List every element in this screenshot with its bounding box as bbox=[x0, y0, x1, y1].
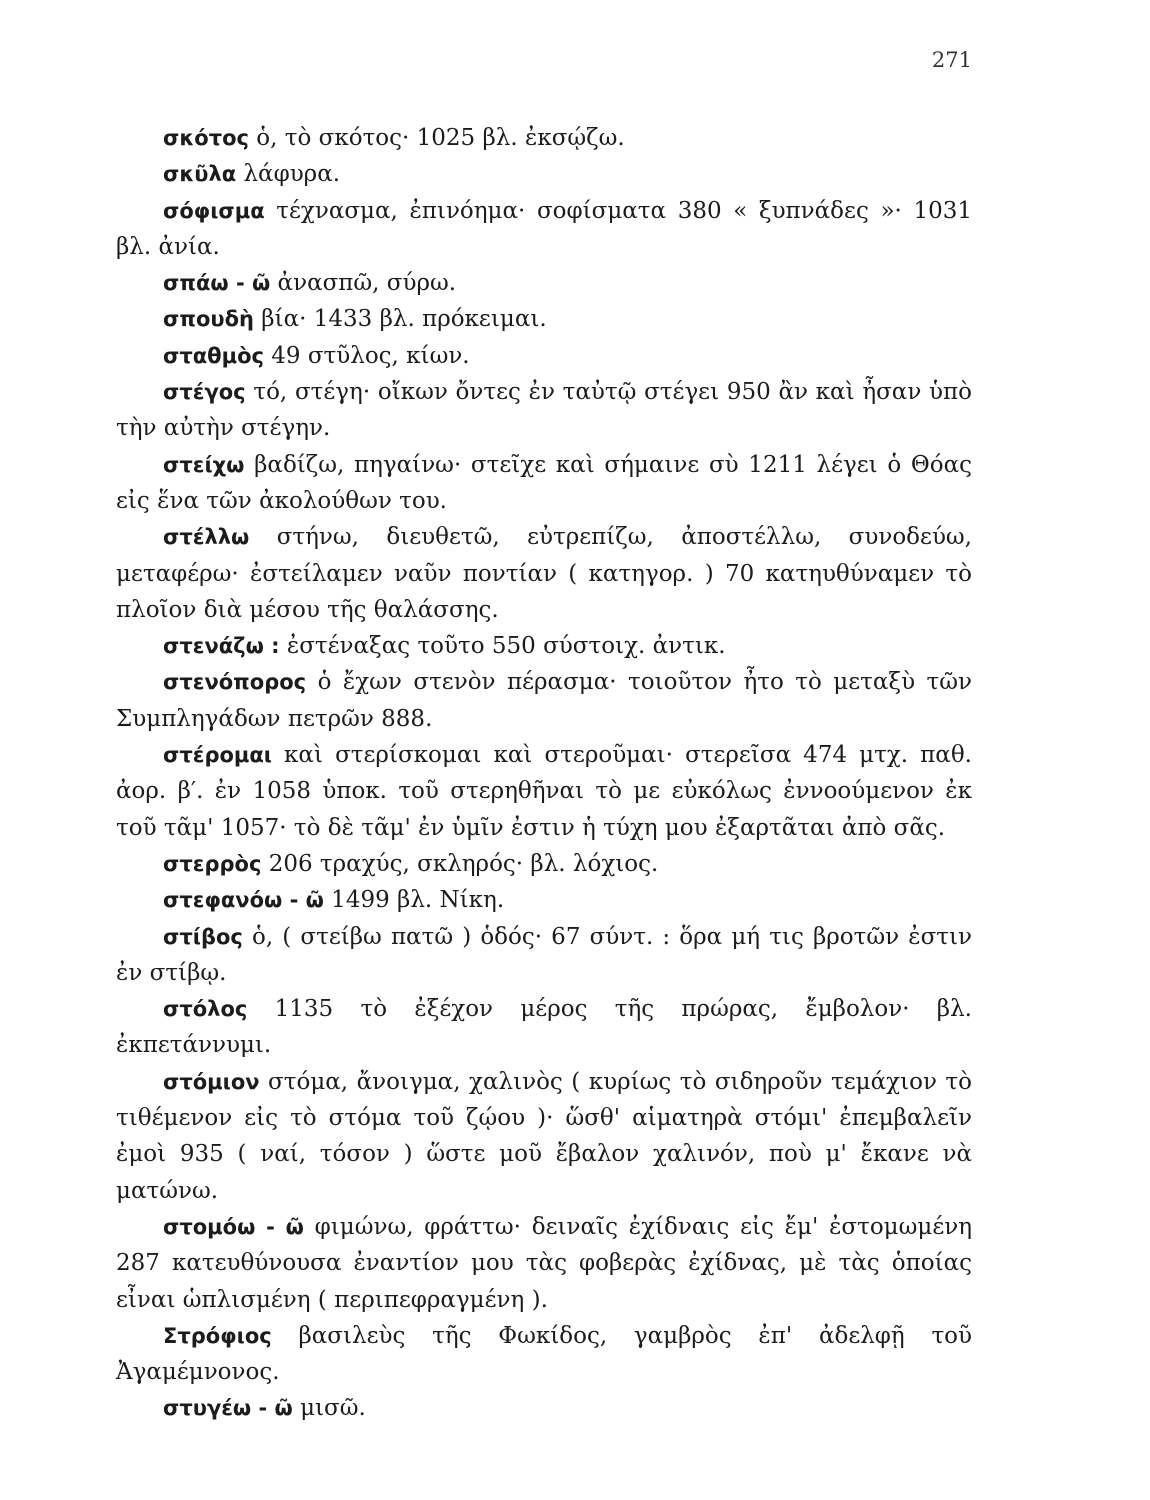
dictionary-entry bbox=[116, 338, 972, 374]
entry-headword: σπάω - ῶ bbox=[163, 271, 271, 296]
dictionary-entry bbox=[116, 120, 972, 156]
entry-headword: στείχω bbox=[163, 452, 245, 477]
entry-headword: στερρὸς bbox=[163, 851, 262, 876]
page-number: 271 bbox=[931, 48, 972, 72]
entry-headword: στέρομαι bbox=[163, 743, 272, 768]
dictionary-entry bbox=[116, 1318, 972, 1391]
entry-text: ἀνασπῶ, σύρω. bbox=[270, 270, 457, 297]
entry-text: 1499 βλ. Νίκη. bbox=[323, 887, 505, 914]
entry-text: 206 τραχύς, σκληρός· βλ. λόχιος. bbox=[261, 850, 659, 877]
entry-headword: σόφισμα bbox=[163, 198, 265, 223]
dictionary-entry bbox=[116, 447, 972, 520]
entry-text: ἐστέναξας τοῦτο 550 σύστοιχ. ἀντικ. bbox=[279, 633, 726, 660]
entry-text: στόμα, ἄνοιγμα, χαλινὸς ( κυρίως τὸ σιδηροῦν τεμάχιον τὸ τιθέμενον εἰς τὸ στόμα τοῦ ζῴου )· ὥσθ' αἱματηρὰ στόμι' ἐπεμβαλεῖν ἐμοὶ 935 ( ναί, τόσον ) ὥστε μοῦ ἔβαλον χαλινόν, ποὺ μ' ἔκανε νὰ ματώνω. bbox=[116, 1068, 972, 1204]
dictionary-entry bbox=[116, 846, 972, 882]
entry-text: τό, στέγη· οἴκων ὄντες ἐν ταὐτῷ στέγει 950 ἂν καὶ ἦσαν ὑπὸ τὴν αὐτὴν στέγην. bbox=[116, 379, 972, 442]
entry-headword: στόμιον bbox=[163, 1069, 260, 1094]
dictionary-entry bbox=[116, 919, 972, 992]
entry-text: τέχνασμα, ἐπινόημα· σοφίσματα 380 « ξυπνάδες »· 1031 βλ. ἀνία. bbox=[116, 197, 972, 260]
entry-text: βαδίζω, πηγαίνω· στεῖχε καὶ σήμαινε σὺ 1211 λέγει ὁ Θόας εἰς ἕνα τῶν ἀκολούθων του. bbox=[116, 451, 972, 514]
dictionary-entry bbox=[116, 301, 972, 337]
entry-text: βασιλεὺς τῆς Φωκίδος, γαμβρὸς ἐπ' ἀδελφῇ τοῦ Ἀγαμέμνονος. bbox=[116, 1322, 972, 1386]
entry-text: 49 στῦλος, κίων. bbox=[263, 342, 470, 369]
entry-text: ὁ, τὸ σκότος· 1025 βλ. ἐκσῴζω. bbox=[248, 125, 625, 151]
dictionary-entry bbox=[116, 156, 972, 192]
entry-text: καὶ στερίσκομαι καὶ στεροῦμαι· στερεῖσα 474 μτχ. παθ. ἀορ. β′. ἐν 1058 ὑποκ. τοῦ στερηθῆναι τὸ με εὐκόλως ἐννοούμενον ἐκ τοῦ τᾶμ' 1057· τὸ δὲ τᾶμ' ἐν ὑμῖν ἐστιν ἡ τύχη μου ἐξαρτᾶται ἀπὸ σᾶς. bbox=[116, 742, 972, 841]
entry-headword: σπουδὴ bbox=[163, 307, 254, 332]
entry-text: ὁ, ( στείβω πατῶ ) ὁδός· 67 σύντ. : ὅρα μή τις βροτῶν ἐστιν ἐν στίβῳ. bbox=[116, 923, 972, 986]
entry-headword: στενάζω : bbox=[163, 634, 280, 659]
dictionary-entry bbox=[116, 664, 972, 737]
entry-headword: Στρόφιος bbox=[163, 1323, 272, 1348]
entry-text: ὁ ἔχων στενὸν πέρασμα· τοιοῦτον ἦτο τὸ μεταξὺ τῶν Συμπληγάδων πετρῶν 888. bbox=[116, 669, 972, 732]
dictionary-entry bbox=[116, 1064, 972, 1209]
dictionary-entry bbox=[116, 193, 972, 266]
entry-headword: σταθμὸς bbox=[163, 343, 264, 368]
dictionary-entry bbox=[116, 737, 972, 846]
entry-text: μισῶ. bbox=[292, 1395, 366, 1422]
entry-headword: στέγος bbox=[163, 380, 246, 405]
dictionary-entry bbox=[116, 882, 972, 918]
entry-headword: στομόω - ῶ bbox=[163, 1214, 304, 1239]
entry-headword: στέλλω bbox=[163, 525, 250, 550]
entry-text: στήνω, διευθετῶ, εὐτρεπίζω, ἀποστέλλω, συνοδεύω, μεταφέρω· ἐστείλαμεν ναῦν ποντίαν ( κατηγορ. ) 70 κατηυθύναμεν τὸ πλοῖον διὰ μέσου τῆς θαλάσσης. bbox=[116, 524, 972, 623]
dictionary-entries bbox=[116, 120, 972, 1427]
entry-text: 1135 τὸ ἐξέχον μέρος τῆς πρώρας, ἔμβολον· βλ. ἐκπετάννυμι. bbox=[116, 996, 972, 1059]
entry-headword: στόλος bbox=[163, 997, 248, 1022]
dictionary-entry bbox=[116, 519, 972, 628]
entry-headword: σκότος bbox=[163, 126, 249, 150]
entry-headword: στενόπορος bbox=[163, 670, 307, 695]
entry-text: λάφυρα. bbox=[236, 161, 341, 188]
entry-text: βία· 1433 βλ. πρόκειμαι. bbox=[253, 306, 547, 333]
entry-headword: σκῦλα bbox=[163, 162, 237, 187]
entry-headword: στεφανόω - ῶ bbox=[163, 888, 324, 913]
dictionary-entry bbox=[116, 628, 972, 664]
entry-headword: στυγέω - ῶ bbox=[163, 1396, 293, 1421]
entry-headword: στίβος bbox=[163, 924, 243, 949]
dictionary-entry bbox=[116, 265, 972, 301]
entry-text: φιμώνω, φράττω· δειναῖς ἐχίδναις εἰς ἔμ' ἐστομωμένη 287 κατευθύνουσα ἐναντίον μου τὰς φοβερὰς ἐχίδνας, μὲ τὰς ὁποίας εἶναι ὡπλισμένη ( περιπεφραγμένη ). bbox=[116, 1213, 973, 1313]
dictionary-entry bbox=[116, 1209, 972, 1318]
dictionary-entry bbox=[116, 991, 972, 1064]
dictionary-entry bbox=[116, 1390, 972, 1426]
dictionary-entry bbox=[116, 374, 972, 447]
